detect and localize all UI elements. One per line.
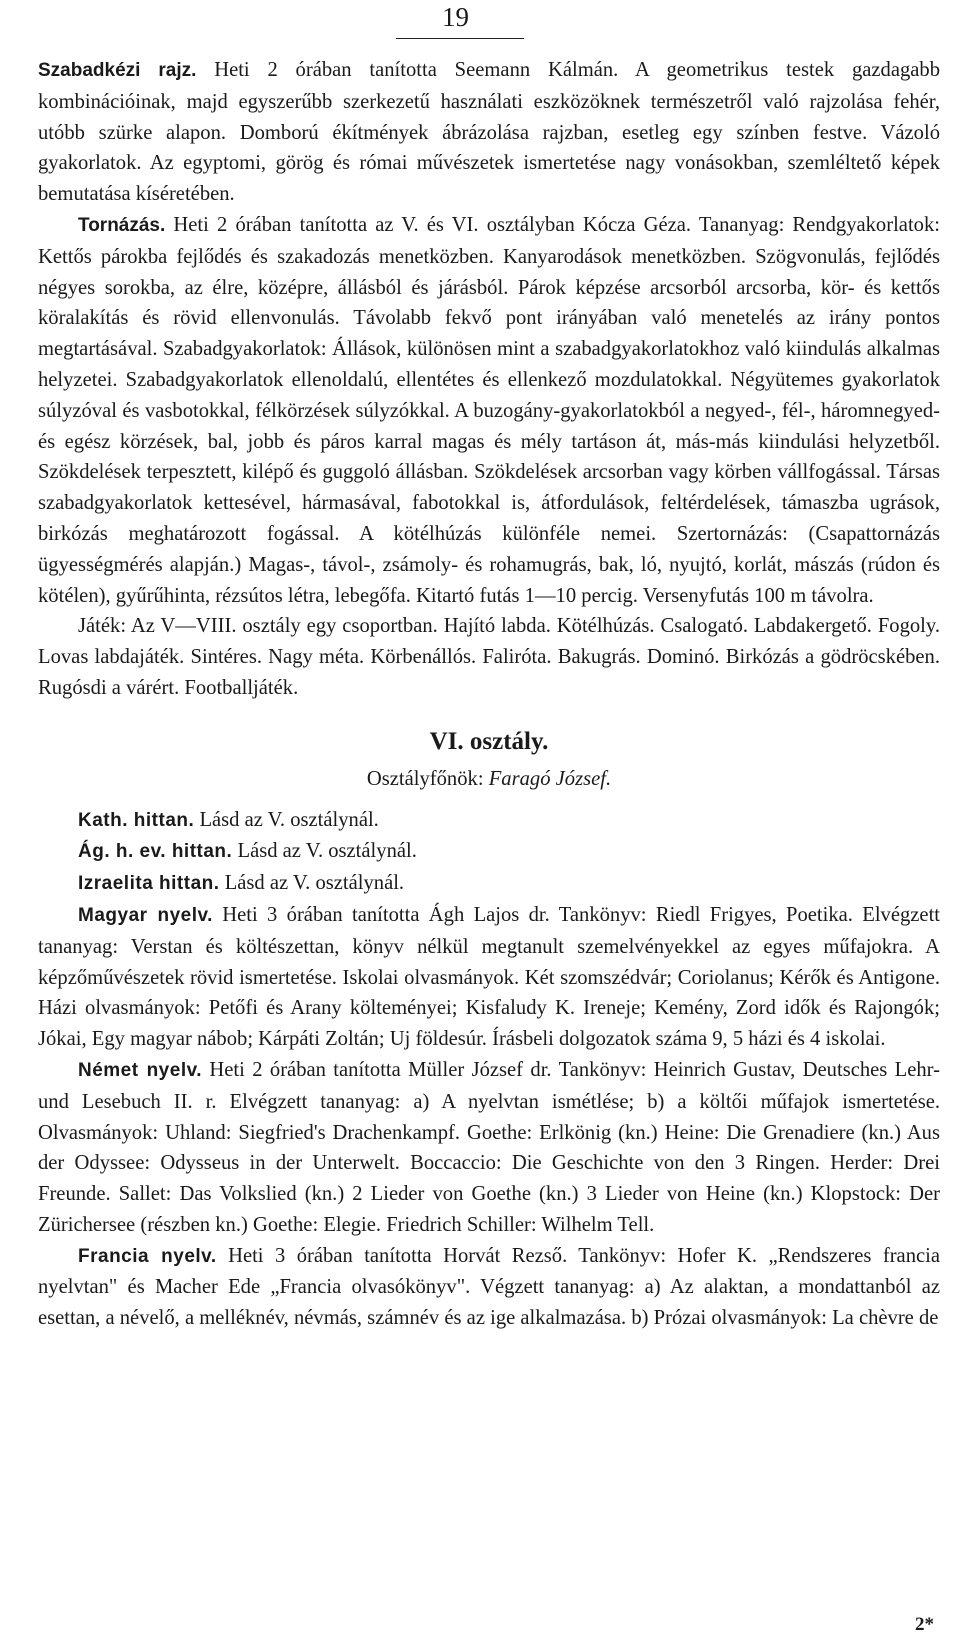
section-gym (38, 210, 940, 611)
form-master-label: Osztályfőnök: (366, 767, 484, 790)
section-german (38, 1055, 940, 1241)
section-hungarian (38, 900, 940, 1055)
form-master (38, 764, 940, 795)
form-master-name: Faragó József. (488, 767, 612, 790)
section-text-drawing: Heti 2 órában tanította Seemann Kálmán. A geometrikus testek gazdagabb kombinációinak, majd egyszerűbb szerkezetű használati eszközöknek természetről való rajzolása fehér, utóbb szürke alapon. Domború ékítmények ábrázolása rajzban, esetleg egy színben festve. Vázoló gyakorlatok. Az egyptomi, görög és római művészetek ismertetése nagy vonásokban, szemléltető képek bemutatása kíséretében. (38, 59, 940, 206)
section-text-french: Heti 3 órában tanította Horvát Rezső. Tankönyv: Hofer K. „Rendszeres francia nyelvtan" és Macher Ede „Francia olvasókönyv". Végzett tananyag: a) Az alaktan, a mondattanból az esettan, a névelő, a melléknév, névmás, számnév és az ige alkalmazása. b) Prózai olvasmányok: La chèvre de (38, 1244, 940, 1330)
section-text-religion: Lásd az V. osztálynál. (237, 840, 417, 863)
section-title-games: Játék: (78, 615, 127, 638)
section-text-hungarian: Heti 3 órában tanította Ágh Lajos dr. Tankönyv: Riedl Frigyes, Poetika. Elvégzett tananyag: Verstan és költészettan, könyv nélkül megtanult szemelvényekkel az egyes műfajokra. A képzőművészetek rövid ismertetése. Iskolai olvasmányok. Két szomszédvár; Coriolanus; Kérők és Antigone. Házi olvasmányok: Petőfi és Arany költeményei; Kisfaludy K. Ireneje; Kemény, Zord idők és Rajongók; Jókai, Egy magyar nábob; Kárpáti Zoltán; Uj földesúr. Írásbeli dolgozatok száma 9, 5 házi és 4 iskolai. (38, 903, 941, 1051)
section-title-hungarian: Magyar nyelv. (78, 904, 213, 926)
section-text-games: Az V—VIII. osztály egy csoportban. Hajító labda. Kötélhúzás. Csalogató. Labdakergető. Fogoly. Lovas labdajáték. Sintéres. Nagy méta. Körbenállós. Faliróta. Bakugrás. Dominó. Birkózás a gödröcskében. Rugósdi a várért. Footballjáték. (38, 615, 941, 699)
section-title-religion: Izraelita hittan. (78, 873, 220, 895)
section-text-german: Heti 2 órában tanította Müller József dr. Tankönyv: Heinrich Gustav, Deutsches Lehr- und Lesebuch II. r. Elvégzett tananyag: a) A nyelvtan ismétlése; b) a költői műfajok ismertetése. Olvasmányok: Uhland: Siegfried's Drachenkampf. Goethe: Erlkönig (kn.) Heine: Die Grenadiere (kn.) Aus der Odyssee: Odysseus in der Unterwelt. Boccaccio: Die Geschichte von den 3 Ringen. Herder: Drei Freunde. Sallet: Das Volkslied (kn.) 2 Lieder von Goethe (kn.) 3 Lieder von Heine (kn.) Klopstock: Der Zürichersee (részben kn.) Goethe: Elegie. Friedrich Schiller: Wilhelm Tell. (38, 1058, 940, 1236)
section-title-drawing: Szabadkézi rajz. (38, 60, 197, 81)
section-title-german: Német nyelv. (78, 1059, 203, 1081)
class-heading: VI. osztály. (429, 727, 549, 755)
section-french (38, 1241, 940, 1334)
section-title-religion: Ág. h. ev. hittan. (78, 841, 233, 863)
section-drawing (38, 55, 940, 210)
section-title-gym: Tornázás. (78, 214, 166, 236)
page-number-rule (396, 38, 524, 39)
section-religion-lutheran (38, 836, 940, 868)
section-games (38, 611, 940, 703)
document-body (38, 55, 940, 1334)
signature-mark: 2* (915, 1614, 934, 1635)
section-title-french: Francia nyelv. (78, 1245, 217, 1267)
section-text-religion: Lásd az V. osztálynál. (199, 808, 379, 831)
section-title-religion: Kath. hittan. (78, 809, 195, 831)
section-religion-jewish (38, 868, 940, 900)
page-number: 19 (442, 2, 469, 32)
section-religion-catholic (38, 805, 940, 837)
section-text-gym: Heti 2 órában tanította az V. és VI. osztályban Kócza Géza. Tananyag: Rendgyakorlatok: Kettős párokba fejlődés és szakadozás menetközben. Kanyarodások menetközben. Szögvonulás, fejlődés négyes sorokba, az élre, középre, állásból és járásból. Párok képzése arcsorból arcsorba, kör- és kettős köralakítás és rövid ellenvonulás. Távolabb fekvő pont irányában való menetelés az irány pontos megtartásával. Szabadgyakorlatok: Állások, különösen mint a szabadgyakorlatokhoz való kiindulás alkalmas helyzetei. Szabadgyakorlatok ellenoldalú, ellentétes és ellenkező mozdulatokkal. Négyütemes gyakorlatok súlyzóval és vasbotokkal, félkörzések súlyzókkal. A buzogány-gyakorlatokból a negyed-, fél-, háromnegyed- és egész körzések, bal, jobb és páros karral magas és mély tartáson át, más-más kiindulási helyzetből. Szökdelések terpesztett, kilépő és guggoló állásban. Szökdelések arcsorban vagy körben vállfogással. Társas szabadgyakorlatok kettesével, hármasával, fabotokkal is, átfordulások, feltérdelések, támaszba ugrások, birkózás meghatározott fogással. A kötélhúzás különféle nemei. Szertornázás: (Csapattornázás ügyességmérés alapján.) Magas-, távol-, zsámoly- és rohamugrás, bak, ló, nyujtó, korlát, mászás (rúdon és kötélen), gyűrűhinta, rézsútos létra, lebegőfa. Kitartó futás 1—10 percig. Versenyfutás 100 m távolra. (38, 213, 940, 607)
section-text-religion: Lásd az V. osztálynál. (224, 872, 405, 895)
